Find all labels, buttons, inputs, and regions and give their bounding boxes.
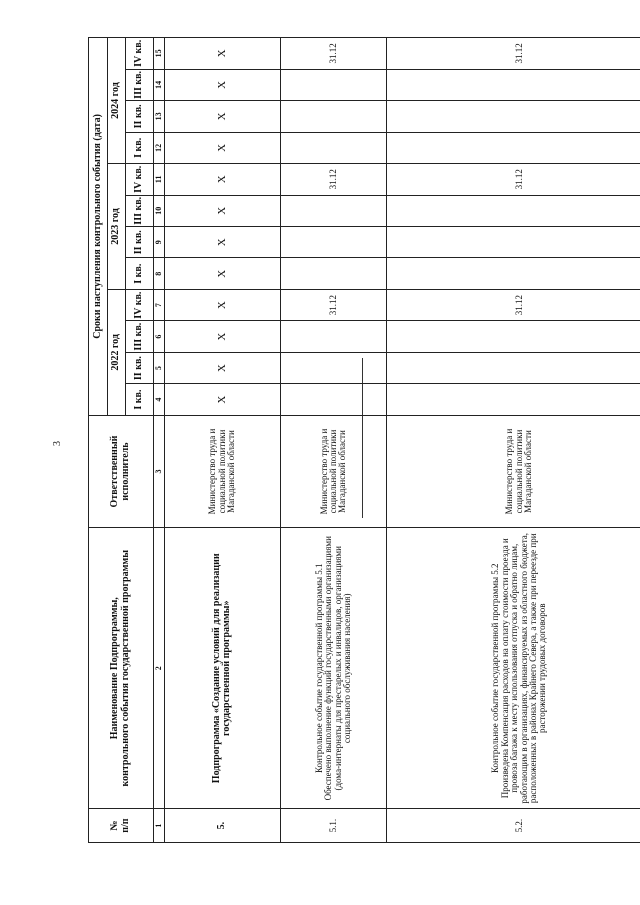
date-cell [281, 227, 387, 258]
header-quarter: IV кв. [125, 164, 153, 195]
date-cell [387, 69, 640, 100]
row-name: Контрольное событие государственной программы 5.2 Произведена Компенсация расходов на оплату стоимости проезда и провоза багажа к месту использования отпуска и обратно лицам, работающим в организациях, финансируемых из областного бюджета, расположенных в районах Крайнего Севера, а также при переезде при расторжении трудовых договоров [387, 528, 640, 809]
row-executor: Министерство труда и социальной политики Магаданской области [164, 415, 281, 527]
date-cell: X [164, 69, 281, 100]
date-cell: X [164, 352, 281, 383]
date-cell: X [164, 101, 281, 132]
row-number: 5.2. [387, 809, 640, 843]
date-cell: X [164, 132, 281, 163]
header-quarter: I кв. [125, 384, 153, 415]
date-cell [281, 69, 387, 100]
column-number: 5 [153, 352, 164, 383]
header-quarter: III кв. [125, 195, 153, 226]
date-cell [387, 132, 640, 163]
header-year-2022: 2022 год [108, 289, 125, 415]
date-cell [387, 258, 640, 289]
date-cell [387, 321, 640, 352]
header-quarter: II кв. [125, 227, 153, 258]
table-row [281, 38, 387, 843]
date-cell: X [164, 164, 281, 195]
date-cell: X [164, 321, 281, 352]
date-cell [281, 352, 387, 383]
header-quarter: III кв. [125, 321, 153, 352]
column-number: 6 [153, 321, 164, 352]
document-table-rotated [88, 37, 640, 843]
table-row [164, 38, 281, 843]
date-cell: 31.12 [387, 38, 640, 70]
column-number: 9 [153, 227, 164, 258]
date-cell [281, 195, 387, 226]
column-number: 11 [153, 164, 164, 195]
column-number: 10 [153, 195, 164, 226]
row-name: Контрольное событие государственной программы 5.1 Обеспечено выполнение функций государственными организациями (дома-интернаты для престарелых и инвалидов, организациями социального обслуживания населения) [281, 528, 387, 809]
date-cell [281, 258, 387, 289]
header-quarter: III кв. [125, 69, 153, 100]
row-number: 5. [164, 809, 281, 843]
date-cell: X [164, 195, 281, 226]
column-number: 8 [153, 258, 164, 289]
column-number: 2 [153, 528, 164, 809]
date-cell: X [164, 38, 281, 70]
header-quarter: IV кв. [125, 38, 153, 70]
column-numbers-row [153, 38, 164, 843]
column-number: 14 [153, 69, 164, 100]
header-dates: Сроки наступления контрольного события (дата) [89, 38, 108, 416]
date-cell: X [164, 258, 281, 289]
date-cell: 31.12 [281, 38, 387, 70]
date-cell: X [164, 384, 281, 415]
column-number: 12 [153, 132, 164, 163]
date-cell: 31.12 [387, 289, 640, 320]
header-quarter: II кв. [125, 352, 153, 383]
date-cell: X [164, 289, 281, 320]
header-quarter: I кв. [125, 258, 153, 289]
row-executor: Министерство труда и социальной политики Магаданской области [281, 415, 387, 527]
date-cell [387, 352, 640, 383]
header-year-2023: 2023 год [108, 164, 125, 290]
table-row [387, 38, 640, 843]
header-number: № п/п [89, 809, 154, 843]
date-cell [281, 132, 387, 163]
table-body [164, 38, 640, 843]
date-cell [387, 227, 640, 258]
column-number: 4 [153, 384, 164, 415]
date-cell: 31.12 [281, 289, 387, 320]
date-cell: X [164, 227, 281, 258]
date-cell: 31.12 [387, 164, 640, 195]
header-year-2024: 2024 год [108, 38, 125, 164]
row-number: 5.1. [281, 809, 387, 843]
column-number: 13 [153, 101, 164, 132]
column-number: 15 [153, 38, 164, 70]
page-number: 3 [52, 441, 63, 446]
header-quarter: I кв. [125, 132, 153, 163]
column-number: 3 [153, 415, 164, 527]
header-quarter: II кв. [125, 101, 153, 132]
row-executor: Министерство труда и социальной политики Магаданской области [387, 415, 640, 527]
date-cell [281, 384, 387, 415]
header-executor: Ответственный исполнитель [89, 415, 154, 527]
control-events-table [88, 37, 640, 843]
row-name: Подпрограмма «Создание условий для реализации государственной программы» [164, 528, 281, 809]
column-number: 7 [153, 289, 164, 320]
column-number: 1 [153, 809, 164, 843]
date-cell [281, 321, 387, 352]
date-cell: 31.12 [281, 164, 387, 195]
date-cell [387, 101, 640, 132]
date-cell [387, 195, 640, 226]
header-name: Наименование Подпрограммы, контрольного события государственной программы [89, 528, 154, 809]
date-cell [281, 101, 387, 132]
header-quarter: IV кв. [125, 289, 153, 320]
date-cell [387, 384, 640, 415]
